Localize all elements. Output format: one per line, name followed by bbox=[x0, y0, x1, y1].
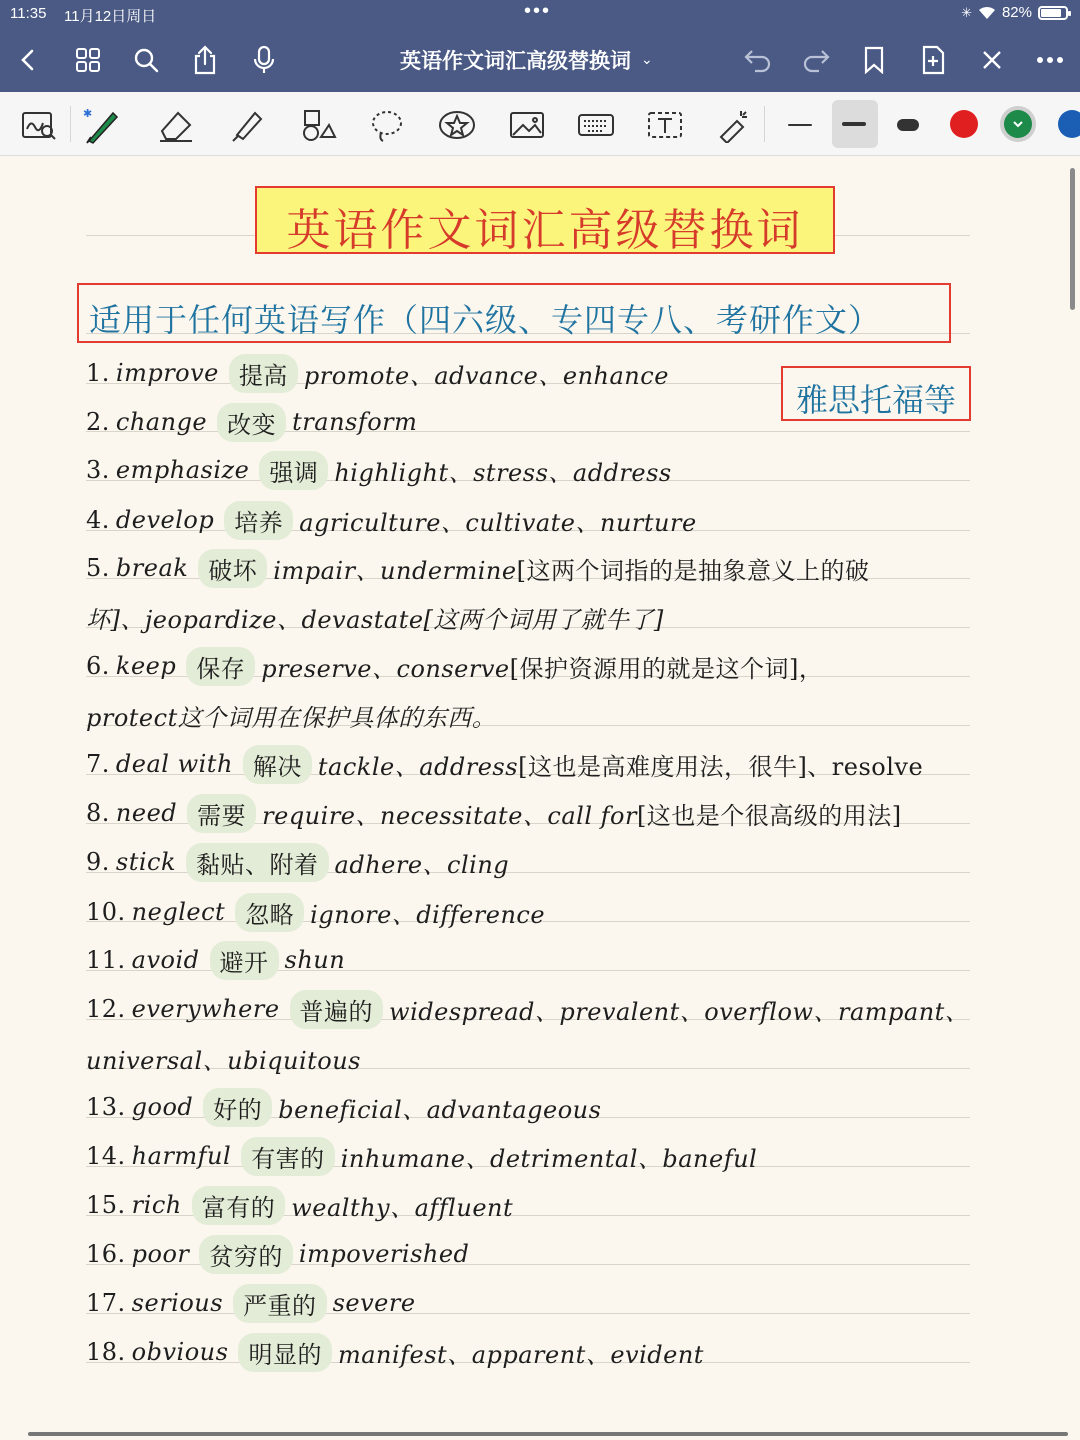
entry-synonyms: agriculture、cultivate、nurture bbox=[299, 508, 697, 537]
entry-synonyms: promote、advance、enhance bbox=[303, 361, 669, 390]
entry-number: 3. bbox=[86, 456, 110, 484]
entry-word: everywhere bbox=[131, 995, 280, 1023]
entry-chinese: 培养 bbox=[224, 501, 293, 540]
loading-icon: ✳ bbox=[961, 4, 972, 20]
color-swatch-blue[interactable] bbox=[1058, 110, 1080, 138]
entry-synonyms: inhumane、detrimental、baneful bbox=[340, 1144, 758, 1173]
entry-synonyms: impair、undermine bbox=[273, 556, 517, 585]
vocab-entry bbox=[86, 450, 672, 490]
entry-number: 16. bbox=[86, 1240, 126, 1268]
battery-icon bbox=[1038, 6, 1068, 20]
more-icon[interactable] bbox=[1032, 42, 1068, 78]
vocab-entry bbox=[86, 646, 823, 686]
sticker-tool-icon[interactable] bbox=[436, 104, 478, 146]
entry-chinese: 黏贴、附着 bbox=[186, 843, 329, 882]
entry-word: keep bbox=[115, 652, 177, 680]
multitask-dots-icon[interactable]: ••• bbox=[524, 0, 552, 22]
add-page-icon[interactable] bbox=[915, 42, 951, 78]
laser-pointer-icon[interactable] bbox=[712, 104, 754, 146]
entry-chinese: 明显的 bbox=[238, 1333, 332, 1372]
vocab-entry bbox=[86, 940, 345, 980]
entry-word: need bbox=[115, 799, 178, 827]
color-swatch-green[interactable] bbox=[1004, 110, 1032, 138]
wifi-icon bbox=[978, 6, 996, 20]
entry-chinese: 忽略 bbox=[235, 893, 304, 932]
entry-note: [这两个词指的是抽象意义上的破 bbox=[516, 556, 870, 585]
entry-word: improve bbox=[115, 359, 219, 387]
entry-chinese: 破坏 bbox=[198, 549, 267, 588]
status-right bbox=[961, 4, 1068, 21]
note-title: 英语作文词汇高级替换词 bbox=[286, 205, 804, 256]
back-icon[interactable] bbox=[10, 42, 46, 78]
entry-note: [保护资源用的就是这个词]， bbox=[509, 654, 824, 683]
entry-synonyms: beneficial、advantageous bbox=[278, 1095, 602, 1124]
entry-chinese: 提高 bbox=[229, 354, 298, 393]
thin-stroke-option[interactable] bbox=[780, 104, 822, 146]
entry-word: change bbox=[115, 408, 208, 436]
vocab-entry bbox=[86, 1332, 704, 1372]
document-title: 英语作文词汇高级替换词 bbox=[400, 49, 631, 73]
entry-number: 15. bbox=[86, 1191, 126, 1219]
entry-synonyms: shun bbox=[284, 946, 346, 974]
shapes-tool-icon[interactable] bbox=[296, 104, 338, 146]
vocab-entry bbox=[86, 353, 669, 393]
entry-synonyms: highlight、stress、address bbox=[334, 458, 672, 487]
entry-word: harmful bbox=[131, 1142, 232, 1170]
entry-chinese: 富有的 bbox=[192, 1186, 286, 1225]
status-bar bbox=[0, 0, 1080, 28]
chevron-down-icon bbox=[1004, 110, 1032, 138]
vocab-entry bbox=[86, 793, 902, 833]
medium-stroke-option[interactable] bbox=[832, 100, 878, 148]
thumbnails-icon[interactable] bbox=[70, 42, 106, 78]
keyboard-tool-icon[interactable] bbox=[575, 104, 617, 146]
vocab-entry bbox=[86, 1087, 601, 1127]
thick-stroke-option[interactable] bbox=[888, 104, 930, 146]
entry-number: 1. bbox=[86, 359, 110, 387]
redo-icon[interactable] bbox=[798, 42, 834, 78]
page-scrollbar[interactable] bbox=[1070, 168, 1075, 310]
entry-number: 10. bbox=[86, 898, 126, 926]
entry-chinese: 需要 bbox=[187, 794, 256, 833]
status-time: 11:35 bbox=[10, 5, 47, 22]
vocab-entry bbox=[86, 1283, 416, 1323]
entry-synonyms: manifest、apparent、evident bbox=[337, 1340, 704, 1369]
entry-word: stick bbox=[115, 848, 177, 876]
vocab-entry bbox=[86, 892, 545, 932]
entry-chinese: 改变 bbox=[217, 403, 286, 442]
search-icon[interactable] bbox=[128, 42, 164, 78]
entry-chinese: 普遍的 bbox=[290, 990, 384, 1029]
vocab-entry bbox=[86, 842, 509, 882]
entry-5-continuation: 坏]、jeopardize、devastate[这两个词用了就牛了] bbox=[86, 605, 664, 634]
undo-icon[interactable] bbox=[740, 42, 776, 78]
vocab-entry bbox=[86, 500, 697, 540]
entry-synonyms: widespread、prevalent、overflow、rampant、 bbox=[389, 997, 970, 1026]
entry-word: deal with bbox=[115, 750, 233, 778]
entry-number: 6. bbox=[86, 652, 110, 680]
entry-word: good bbox=[131, 1093, 194, 1121]
document-title-menu[interactable] bbox=[400, 45, 653, 75]
entry-number: 8. bbox=[86, 799, 110, 827]
entry-chinese: 保存 bbox=[186, 647, 255, 686]
entry-synonyms: tackle、address bbox=[317, 752, 519, 781]
entry-word: neglect bbox=[131, 898, 226, 926]
entry-note: [这也是个很高级的用法] bbox=[636, 801, 902, 830]
entry-number: 12. bbox=[86, 995, 126, 1023]
lasso-tool-icon[interactable] bbox=[366, 104, 408, 146]
subtitle: 适用于任何英语写作（四六级、专四专八、考研作文） bbox=[89, 301, 882, 339]
status-date: 11月12日周日 bbox=[64, 8, 157, 25]
exam-tag-box bbox=[781, 366, 971, 421]
entry-chinese: 避开 bbox=[210, 941, 279, 980]
entry-number: 7. bbox=[86, 750, 110, 778]
battery-percent: 82% bbox=[1001, 4, 1032, 21]
vocab-entry bbox=[86, 1136, 757, 1176]
vocab-entry bbox=[86, 548, 869, 588]
entry-word: obvious bbox=[131, 1338, 229, 1366]
entry-synonyms: severe bbox=[332, 1289, 416, 1317]
subtitle-box bbox=[77, 283, 951, 343]
entry-synonyms: transform bbox=[292, 408, 418, 436]
vocab-entry bbox=[86, 1185, 513, 1225]
vocab-entry bbox=[86, 744, 923, 784]
color-swatch-red[interactable] bbox=[950, 110, 978, 138]
entry-chinese: 解决 bbox=[243, 745, 312, 784]
highlighter-tool-icon[interactable] bbox=[226, 104, 268, 146]
microphone-icon[interactable] bbox=[246, 42, 282, 78]
text-box-tool-icon[interactable] bbox=[644, 104, 686, 146]
nav-bar bbox=[0, 28, 1080, 92]
home-indicator[interactable] bbox=[28, 1432, 1068, 1436]
entry-word: break bbox=[115, 554, 189, 582]
drawing-toolbar bbox=[0, 92, 1080, 156]
entry-chinese: 强调 bbox=[259, 451, 328, 490]
entry-chinese: 严重的 bbox=[233, 1284, 327, 1323]
vocab-entry bbox=[86, 402, 417, 442]
bookmark-icon[interactable] bbox=[856, 42, 892, 78]
close-tools-icon[interactable] bbox=[974, 42, 1010, 78]
entry-number: 11. bbox=[86, 946, 126, 974]
entry-number: 13. bbox=[86, 1093, 126, 1121]
vocab-entry bbox=[86, 1234, 469, 1274]
entry-synonyms: preserve、conserve bbox=[261, 654, 510, 683]
entry-word: avoid bbox=[131, 946, 200, 974]
entry-synonyms: adhere、cling bbox=[334, 850, 510, 879]
chevron-down-icon: ⌄ bbox=[641, 52, 653, 68]
entry-chinese: 贫穷的 bbox=[199, 1235, 293, 1274]
handwriting-zoom-icon[interactable] bbox=[18, 104, 60, 146]
entry-number: 5. bbox=[86, 554, 110, 582]
eraser-tool-icon[interactable] bbox=[155, 104, 197, 146]
pen-tool-icon[interactable] bbox=[82, 104, 124, 146]
entry-word: rich bbox=[131, 1191, 182, 1219]
share-icon[interactable] bbox=[187, 42, 223, 78]
exam-tag: 雅思托福等 bbox=[795, 381, 956, 419]
entry-word: serious bbox=[131, 1289, 224, 1317]
entry-number: 17. bbox=[86, 1289, 126, 1317]
entry-word: develop bbox=[115, 506, 215, 534]
entry-6-continuation: protect这个词用在保护具体的东西。 bbox=[86, 703, 497, 732]
entry-synonyms: wealthy、affluent bbox=[291, 1193, 514, 1222]
entry-number: 2. bbox=[86, 408, 110, 436]
vocab-entry bbox=[86, 989, 969, 1029]
entry-12-continuation: universal、ubiquitous bbox=[86, 1046, 361, 1075]
entry-number: 4. bbox=[86, 506, 110, 534]
entry-number: 9. bbox=[86, 848, 110, 876]
entry-chinese: 有害的 bbox=[241, 1137, 335, 1176]
entry-synonyms: impoverished bbox=[298, 1240, 470, 1268]
svg-text:✱: ✱ bbox=[83, 107, 93, 120]
entry-number: 18. bbox=[86, 1338, 126, 1366]
entry-number: 14. bbox=[86, 1142, 126, 1170]
entry-synonyms: require、necessitate、call for bbox=[262, 801, 637, 830]
entry-chinese: 好的 bbox=[203, 1088, 272, 1127]
entry-word: poor bbox=[131, 1240, 190, 1268]
entry-word: emphasize bbox=[115, 456, 250, 484]
entry-synonyms: ignore、difference bbox=[310, 900, 546, 929]
image-tool-icon[interactable] bbox=[506, 104, 548, 146]
note-title-box bbox=[255, 186, 835, 254]
entry-note: [这也是高难度用法，很牛]、resolve bbox=[518, 752, 924, 781]
